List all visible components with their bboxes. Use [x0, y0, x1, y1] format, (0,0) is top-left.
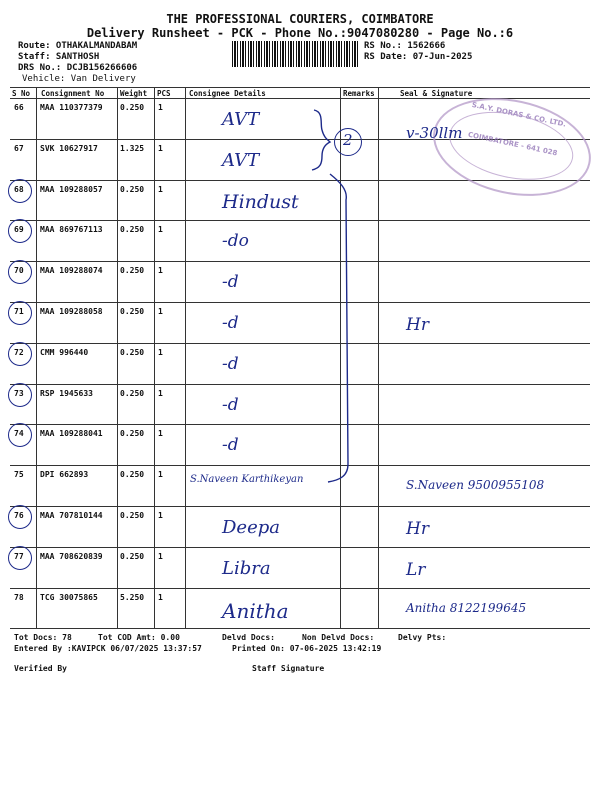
rs-no-label: RS No.: 1562666 — [364, 41, 446, 51]
row-pcs: 1 — [158, 429, 163, 439]
row-weight: 0.250 — [120, 429, 145, 439]
row-pcs: 1 — [158, 388, 163, 398]
circle-mark-icon — [8, 505, 32, 529]
signature-67: v-30llm — [406, 124, 463, 142]
row-consignee-details: AVT — [222, 149, 260, 171]
row-consignment: MAA 109288057 — [40, 184, 103, 194]
company-seal-stamp — [424, 84, 600, 209]
staff-signature-label: Staff Signature — [252, 664, 325, 673]
row-consignee-details: Libra — [222, 557, 271, 579]
printed-on: Printed On: 07-06-2025 13:42:19 — [232, 644, 382, 653]
row-consignee-details: -d — [222, 272, 239, 293]
row-consignment: MAA 869767113 — [40, 225, 103, 235]
row-pcs: 1 — [158, 184, 163, 194]
row-weight: 0.250 — [120, 307, 145, 316]
row-pcs: 1 — [158, 470, 163, 480]
staff-label: Staff: SANTHOSH — [18, 52, 100, 62]
row-consignment: MAA 109288041 — [40, 429, 103, 439]
row-pcs: 1 — [158, 225, 163, 235]
entered-by: Entered By :KAVIPCK 06/07/2025 13:37:57 — [14, 644, 202, 653]
row-pcs: 1 — [158, 511, 163, 520]
row-weight: 0.250 — [120, 225, 145, 235]
row-consignee-details: -d — [222, 353, 239, 374]
circle-mark-icon — [8, 342, 32, 366]
circle-mark-icon — [8, 301, 32, 325]
table-bottom-rule — [10, 628, 590, 629]
row-consignment: SVK 10627917 — [40, 143, 98, 153]
row-sno: 70 — [14, 266, 24, 276]
row-consignee-details: -d — [222, 435, 239, 456]
row-signature: Lr — [406, 559, 426, 580]
circle-mark-icon — [8, 383, 32, 407]
row-consignment: MAA 109288058 — [40, 307, 103, 316]
row-pcs: 1 — [158, 266, 163, 276]
company-title: THE PROFESSIONAL COURIERS, COIMBATORE — [166, 12, 434, 26]
barcode-image — [232, 41, 360, 67]
rs-date-label: RS Date: 07-Jun-2025 — [364, 52, 473, 62]
row-sno: 72 — [14, 347, 24, 357]
row-sno: 78 — [14, 592, 24, 602]
stamp-text: S.A.Y. DORAS & CO. LTD. — [471, 100, 567, 129]
grouping-bracket-icon — [300, 104, 370, 504]
col-header-remarks: Remarks — [343, 89, 375, 98]
col-header-sno: S No — [12, 89, 31, 98]
row-consignee-details: S.Naveen Karthikeyan — [190, 474, 304, 486]
col-header-details: Consignee Details — [189, 89, 266, 98]
row-pcs: 1 — [158, 103, 163, 112]
row-sno: 77 — [14, 551, 24, 561]
col-header-seal: Seal & Signature — [400, 89, 473, 98]
row-weight: 5.250 — [120, 592, 145, 602]
col-header-weight: Weight — [120, 89, 148, 98]
col-header-pcs: PCS — [157, 89, 171, 98]
runsheet-subtitle: Delivery Runsheet - PCK - Phone No.:9047080280 - Page No.:6 — [86, 26, 514, 40]
row-consignment: MAA 707810144 — [40, 511, 103, 520]
vehicle-label: Vehicle: Van Delivery — [22, 74, 136, 84]
stamp-text: COIMBATORE - 641 028 — [467, 130, 559, 158]
row-sno: 68 — [14, 184, 24, 194]
row-sno: 69 — [14, 225, 24, 235]
row-signature: Hr — [406, 519, 429, 539]
circle-mark-icon — [8, 260, 32, 284]
non-delivered-docs: Non Delvd Docs: — [302, 633, 375, 642]
row-consignee-details: Anitha — [222, 598, 289, 623]
row-weight: 0.250 — [120, 103, 145, 112]
row-sno: 74 — [14, 429, 24, 439]
row-pcs: 1 — [158, 143, 163, 153]
row-consignee-details: -d — [222, 394, 239, 415]
circle-mark-icon — [8, 219, 32, 243]
row-consignee-details: -do — [222, 231, 249, 252]
row-consignment: DPI 662893 — [40, 470, 89, 480]
row-pcs: 1 — [158, 307, 163, 316]
row-weight: 0.250 — [120, 184, 145, 194]
total-cod-amount: Tot COD Amt: 0.00 — [98, 633, 180, 642]
row-sno: 66 — [14, 103, 24, 112]
row-weight: 0.250 — [120, 266, 145, 276]
col-header-consignment: Consignment No — [41, 89, 105, 98]
row-pcs: 1 — [158, 347, 163, 357]
table-top-rule — [10, 87, 590, 88]
route-label: Route: OTHAKALMANDABAM — [18, 41, 138, 51]
row-sno: 76 — [14, 511, 24, 520]
row-weight: 0.250 — [120, 511, 145, 520]
row-consignee-details: AVT — [222, 109, 260, 130]
row-sno: 67 — [14, 143, 24, 153]
bracket-number: 2 — [343, 131, 353, 149]
row-weight: 1.325 — [120, 143, 145, 153]
delivered-docs: Delvd Docs: — [222, 633, 275, 642]
row-consignment: MAA 109288074 — [40, 266, 103, 276]
verified-by-label: Verified By — [14, 664, 67, 673]
delivery-points: Delvy Pts: — [398, 633, 447, 642]
row-sno: 73 — [14, 388, 24, 398]
circle-mark-icon — [8, 546, 32, 570]
row-consignment: MAA 110377379 — [40, 103, 103, 112]
drs-label: DRS No.: DCJB156266606 — [18, 63, 138, 73]
row-weight: 0.250 — [120, 551, 145, 561]
row-weight: 0.250 — [120, 347, 145, 357]
row-divider — [10, 506, 590, 507]
row-consignment: RSP 1945633 — [40, 388, 93, 398]
row-divider — [10, 588, 590, 589]
row-pcs: 1 — [158, 551, 163, 561]
row-weight: 0.250 — [120, 388, 145, 398]
row-consignment: TCG 30075865 — [40, 592, 98, 602]
row-signature: S.Naveen 9500955108 — [406, 478, 545, 493]
row-pcs: 1 — [158, 592, 163, 602]
row-consignee-details: Hindust — [222, 190, 299, 213]
row-weight: 0.250 — [120, 470, 145, 480]
row-consignee-details: Deepa — [222, 517, 280, 538]
row-sno: 75 — [14, 470, 24, 480]
row-consignment: CMM 996440 — [40, 347, 89, 357]
row-consignee-details: -d — [222, 313, 239, 333]
row-sno: 71 — [14, 307, 24, 316]
row-signature: Anitha 8122199645 — [406, 600, 527, 615]
row-signature: Hr — [406, 315, 429, 335]
total-docs: Tot Docs: 78 — [14, 633, 72, 642]
row-consignment: MAA 708620839 — [40, 551, 103, 561]
circle-mark-icon — [8, 423, 32, 447]
row-divider — [10, 547, 590, 548]
circle-mark-icon — [8, 179, 32, 203]
